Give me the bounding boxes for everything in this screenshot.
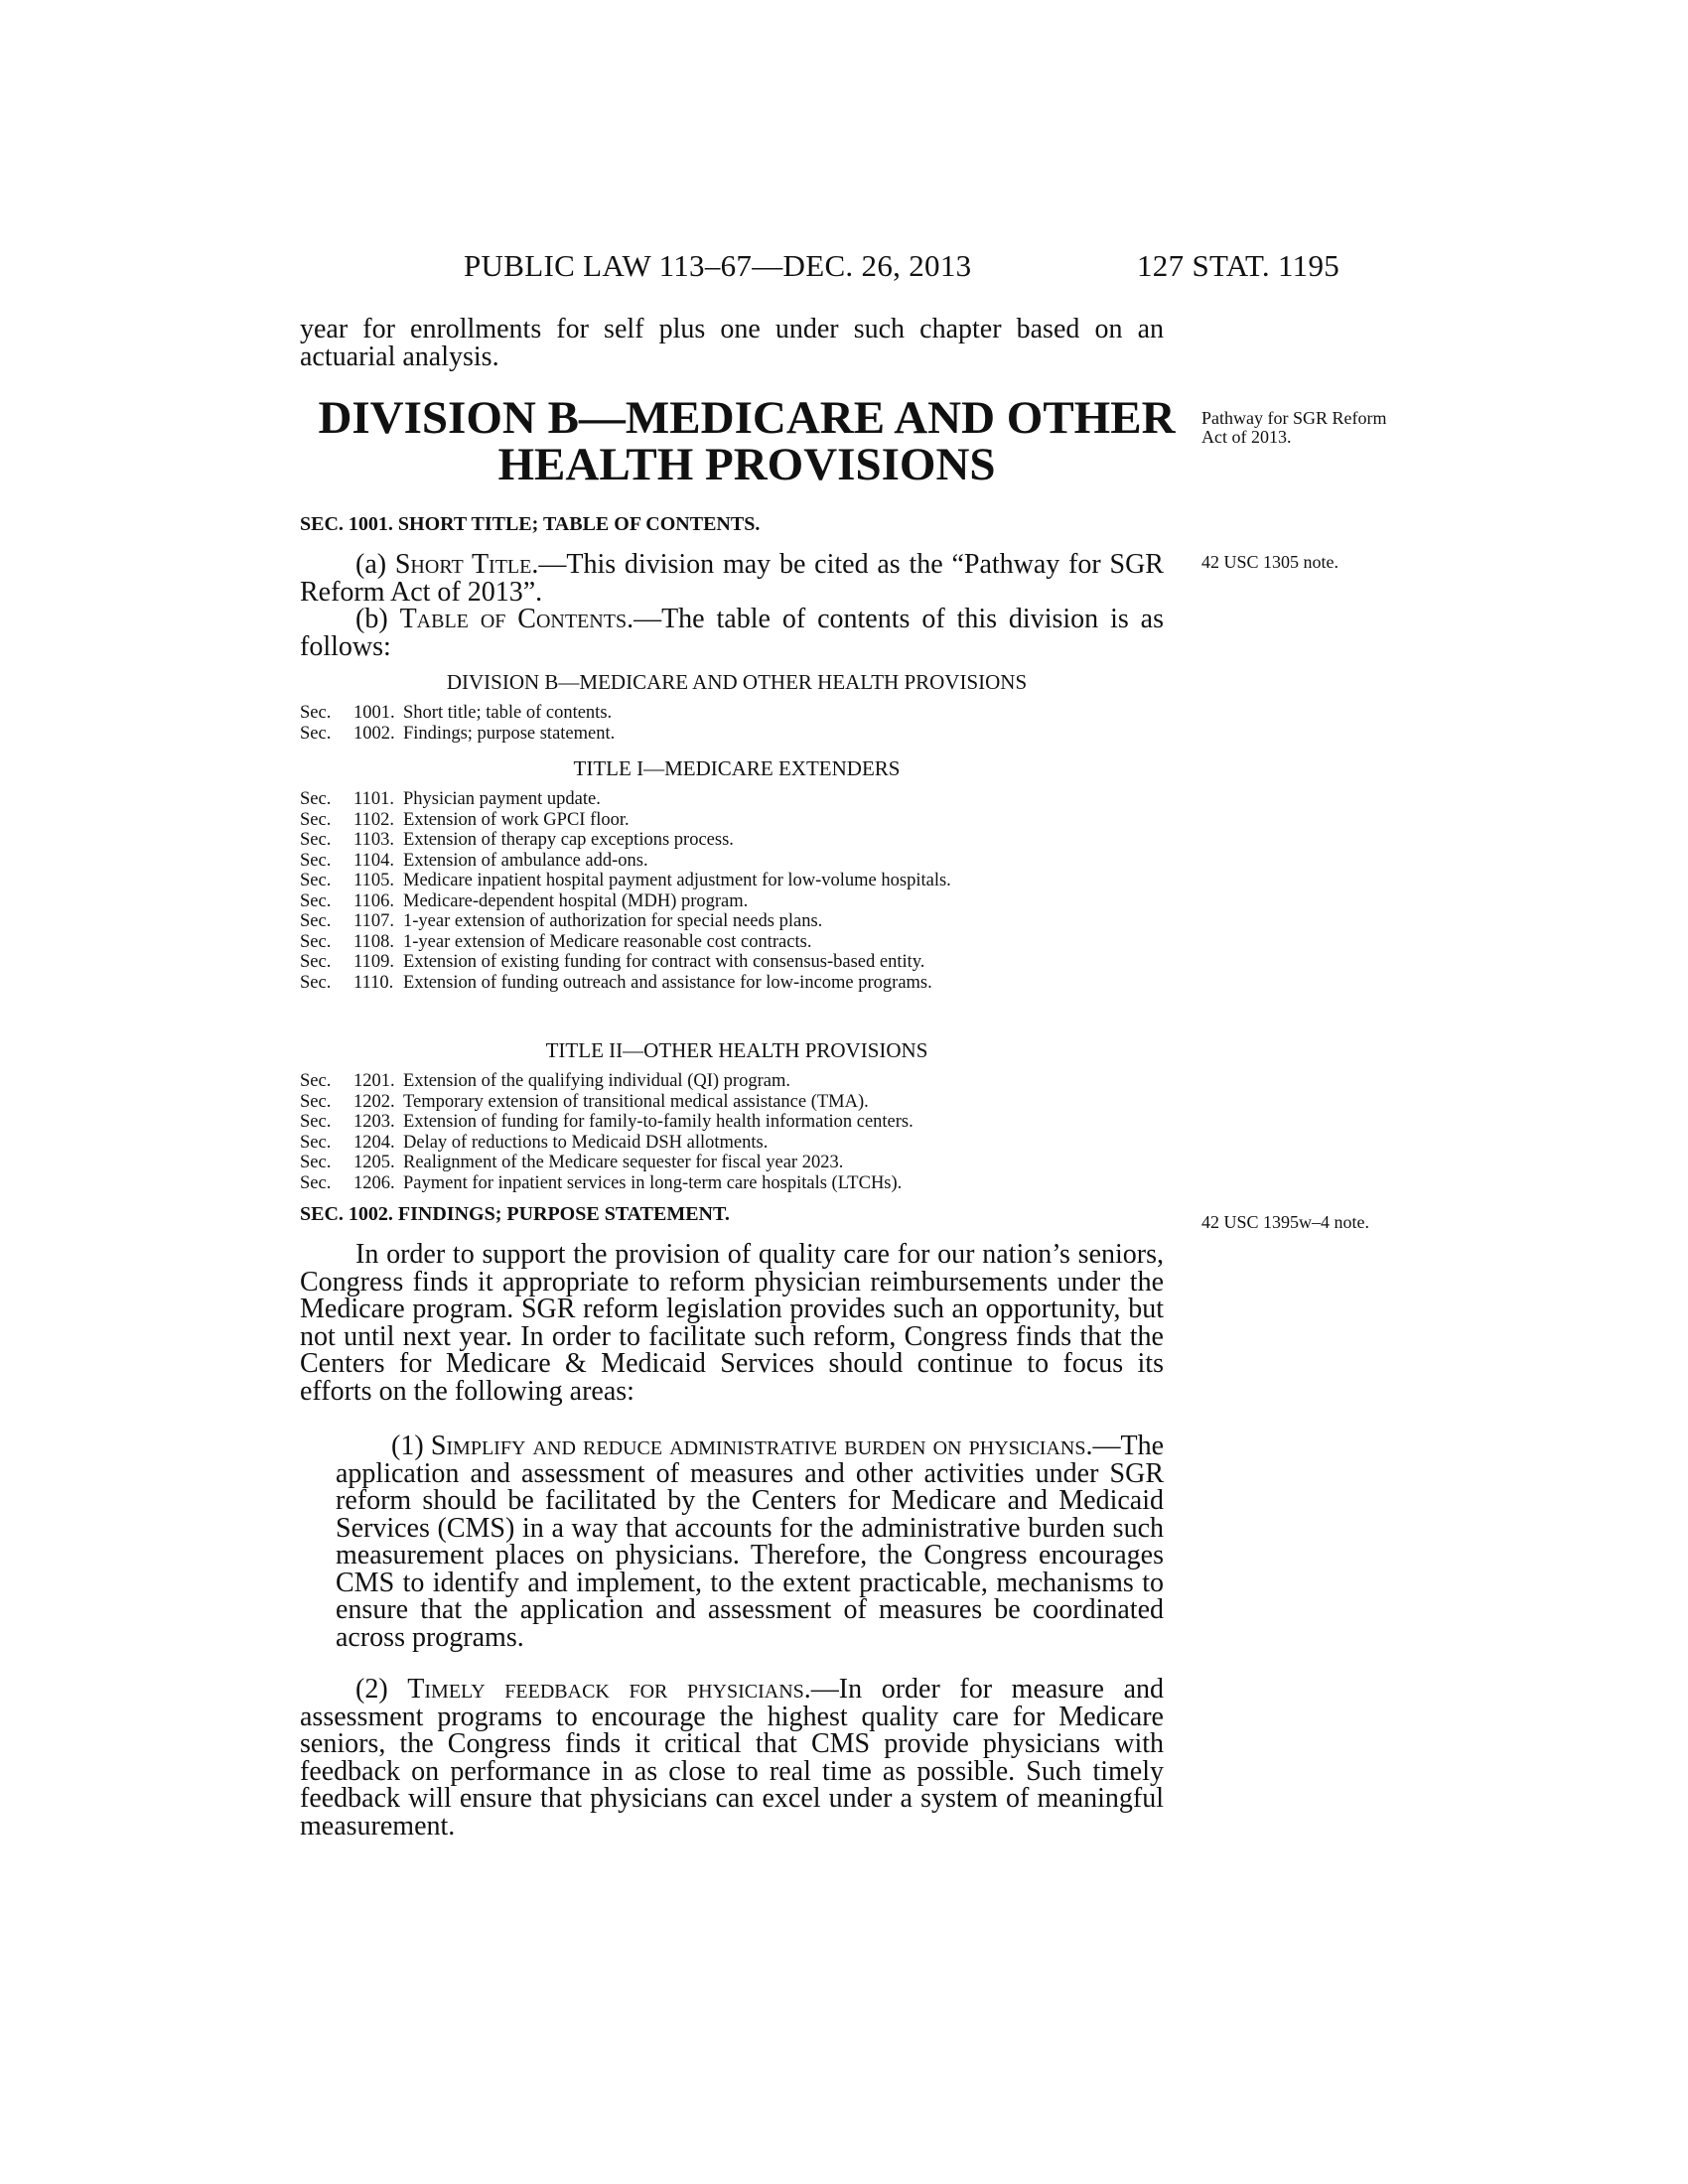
toc-sec: Sec. [300, 830, 332, 850]
toc-text: Medicare inpatient hospital payment adjustment for low-volume hospitals. [403, 871, 951, 890]
toc-sec: Sec. [300, 1153, 332, 1172]
toc-row [300, 891, 1174, 912]
page-header-stat: 127 STAT. 1195 [1137, 248, 1340, 283]
toc-num: 1202. [353, 1091, 395, 1112]
toc-text: Realignment of the Medicare sequester for fiscal year 2023. [403, 1153, 844, 1172]
sec-1001-b-caption: Table of Contents [399, 604, 628, 634]
sec-1001-b-text: .—The table of contents of this division is as follows: [300, 604, 1165, 662]
toc-text: 1-year extension of authorization for special needs plans. [403, 911, 823, 931]
sec-1002-para-2 [300, 1676, 1164, 1840]
toc-row [300, 810, 1174, 831]
toc-row [300, 1153, 1174, 1173]
toc-title-2-list [300, 1071, 1174, 1193]
division-title-line2: HEALTH PROVISIONS [497, 439, 996, 490]
page-header-citation: PUBLIC LAW 113–67—DEC. 26, 2013 [464, 248, 972, 283]
toc-row [300, 1071, 1174, 1092]
margin-note-usc-1395w: 42 USC 1395w–4 note. [1201, 1212, 1370, 1232]
toc-sec: Sec. [300, 1071, 332, 1091]
toc-text: Temporary extension of transitional medical assistance (TMA). [403, 1091, 869, 1112]
toc-title-1-list [300, 789, 1174, 993]
toc-sec: Sec. [300, 871, 332, 890]
toc-text: Delay of reductions to Medicaid DSH allotments. [403, 1132, 769, 1153]
sec-1001-a-label: (a) [355, 549, 395, 580]
toc-text: Findings; purpose statement. [403, 723, 616, 744]
sec-1002-heading: SEC. 1002. FINDINGS; PURPOSE STATEMENT. [300, 1203, 730, 1225]
toc-row [300, 1112, 1174, 1133]
toc-sec: Sec. [300, 1112, 332, 1132]
toc-text: Extension of funding for family-to-family health information centers. [403, 1112, 914, 1132]
toc-num: 1001. [353, 703, 395, 723]
toc-num: 1105. [353, 871, 394, 890]
sec-1001-a-caption: Short Title [394, 549, 532, 580]
toc-sec: Sec. [300, 931, 332, 952]
sec-1002-para-1 [336, 1433, 1164, 1651]
sec-1001-b [300, 606, 1164, 660]
toc-num: 1108. [353, 931, 394, 952]
sec-1001-a-text: .—This division may be cited as the “Pathway for SGR Reform Act of 2013”. [300, 549, 1164, 608]
toc-num: 1201. [353, 1071, 395, 1091]
toc-num: 1101. [353, 789, 394, 809]
margin-note-usc-1305: 42 USC 1305 note. [1201, 552, 1339, 572]
toc-num: 1103. [353, 830, 394, 850]
sec-1002-para-1-label: (1) [391, 1431, 431, 1461]
toc-text: Extension of the qualifying individual (QI) program. [403, 1071, 790, 1091]
toc-num: 1206. [353, 1172, 395, 1193]
toc-row [300, 789, 1174, 810]
toc-sec: Sec. [300, 1091, 332, 1112]
toc-num: 1104. [353, 850, 394, 871]
toc-sec: Sec. [300, 703, 332, 723]
toc-sec: Sec. [300, 911, 332, 931]
toc-row [300, 1092, 1174, 1113]
sec-1002-para-1-caption: Simplify and reduce administrative burden on physicians [430, 1431, 1086, 1461]
toc-text: Physician payment update. [403, 789, 601, 809]
margin-note-pathway: Pathway for SGR Reform Act of 2013. [1201, 408, 1387, 447]
toc-text: 1-year extension of Medicare reasonable cost contracts. [403, 931, 812, 952]
toc-text: Short title; table of contents. [403, 703, 613, 723]
toc-text: Payment for inpatient services in long-term care hospitals (LTCHs). [403, 1172, 903, 1193]
toc-row [300, 932, 1174, 953]
toc-sec: Sec. [300, 789, 332, 809]
toc-text: Extension of funding outreach and assistance for low-income programs. [403, 972, 932, 993]
sec-1002-para-2-caption: Timely feedback for physicians [407, 1674, 804, 1705]
sec-1002-para-2-text: .—In order for measure and assessment programs to encourage the highest quality care for Medicare seniors, the Congress finds it critical that CMS provide physicians with feedback on performance in as close to real time as possible. Such timely feedback will ensure that physicians can excel under a system of meaningful measurement. [300, 1674, 1164, 1842]
intro-paragraph: year for enrollments for self plus one under such chapter based on an actuarial analysis. [300, 314, 1164, 372]
toc-num: 1106. [353, 890, 394, 911]
toc-row [300, 871, 1174, 891]
toc-num: 1110. [353, 972, 394, 993]
toc-num: 1203. [353, 1112, 395, 1132]
sec-1002-para-1-text: .—The application and assessment of measures and other activities under SGR reform should be facilitated by the Centers for Medicare and Medicaid Services (CMS) in a way that accounts for the administrative burden such measurement places on physicians. Therefore, the Congress encourages CMS to identify and implement, to the extent practicable, mechanisms to ensure that the application and assessment of measures be coordinated across programs. [336, 1431, 1164, 1653]
toc-division-list [300, 703, 1174, 744]
toc-num: 1002. [353, 723, 395, 744]
toc-row [300, 1133, 1174, 1154]
toc-division-title: DIVISION B—MEDICARE AND OTHER HEALTH PROVISIONS [446, 670, 1028, 694]
toc-row [300, 952, 1174, 973]
toc-text: Extension of therapy cap exceptions process. [403, 830, 734, 850]
toc-row [300, 911, 1174, 932]
sec-1001-a [300, 551, 1164, 606]
toc-text: Extension of work GPCI floor. [403, 809, 630, 830]
toc-row [300, 851, 1174, 872]
toc-row [300, 1173, 1174, 1194]
toc-text: Medicare-dependent hospital (MDH) program. [403, 890, 749, 911]
toc-sec: Sec. [300, 1172, 332, 1193]
toc-sec: Sec. [300, 723, 332, 744]
toc-sec: Sec. [300, 972, 332, 993]
toc-sec: Sec. [300, 809, 332, 830]
sec-1001-heading: SEC. 1001. SHORT TITLE; TABLE OF CONTENTS. [300, 513, 761, 535]
toc-title-2: TITLE II—OTHER HEALTH PROVISIONS [545, 1038, 928, 1062]
sec-1002-para-2-label: (2) [355, 1674, 408, 1705]
toc-row [300, 724, 1174, 745]
toc-sec: Sec. [300, 1132, 332, 1153]
toc-row [300, 830, 1174, 851]
division-title [300, 392, 1194, 490]
toc-title-1: TITLE I—MEDICARE EXTENDERS [573, 756, 901, 780]
sec-1001-b-label: (b) [355, 604, 400, 634]
toc-num: 1107. [353, 911, 394, 931]
toc-row [300, 973, 1174, 994]
toc-num: 1204. [353, 1132, 395, 1153]
toc-num: 1205. [353, 1153, 395, 1172]
toc-row [300, 703, 1174, 724]
sec-1002-intro: In order to support the provision of quality care for our nation’s seniors, Congress finds it appropriate to reform physician reimbursements under the Medicare program. SGR reform legislation provides such an opportunity, but not until next year. In order to facilitate such reform, Congress finds that the Centers for Medicare & Medicaid Services should continue to focus its efforts on the following areas: [300, 1239, 1164, 1407]
toc-sec: Sec. [300, 890, 332, 911]
toc-num: 1102. [353, 809, 394, 830]
toc-sec: Sec. [300, 850, 332, 871]
toc-text: Extension of existing funding for contract with consensus-based entity. [403, 952, 925, 972]
toc-sec: Sec. [300, 952, 332, 972]
toc-text: Extension of ambulance add-ons. [403, 850, 648, 871]
toc-num: 1109. [353, 952, 394, 972]
division-title-line1: DIVISION B—MEDICARE AND OTHER [318, 392, 1176, 444]
